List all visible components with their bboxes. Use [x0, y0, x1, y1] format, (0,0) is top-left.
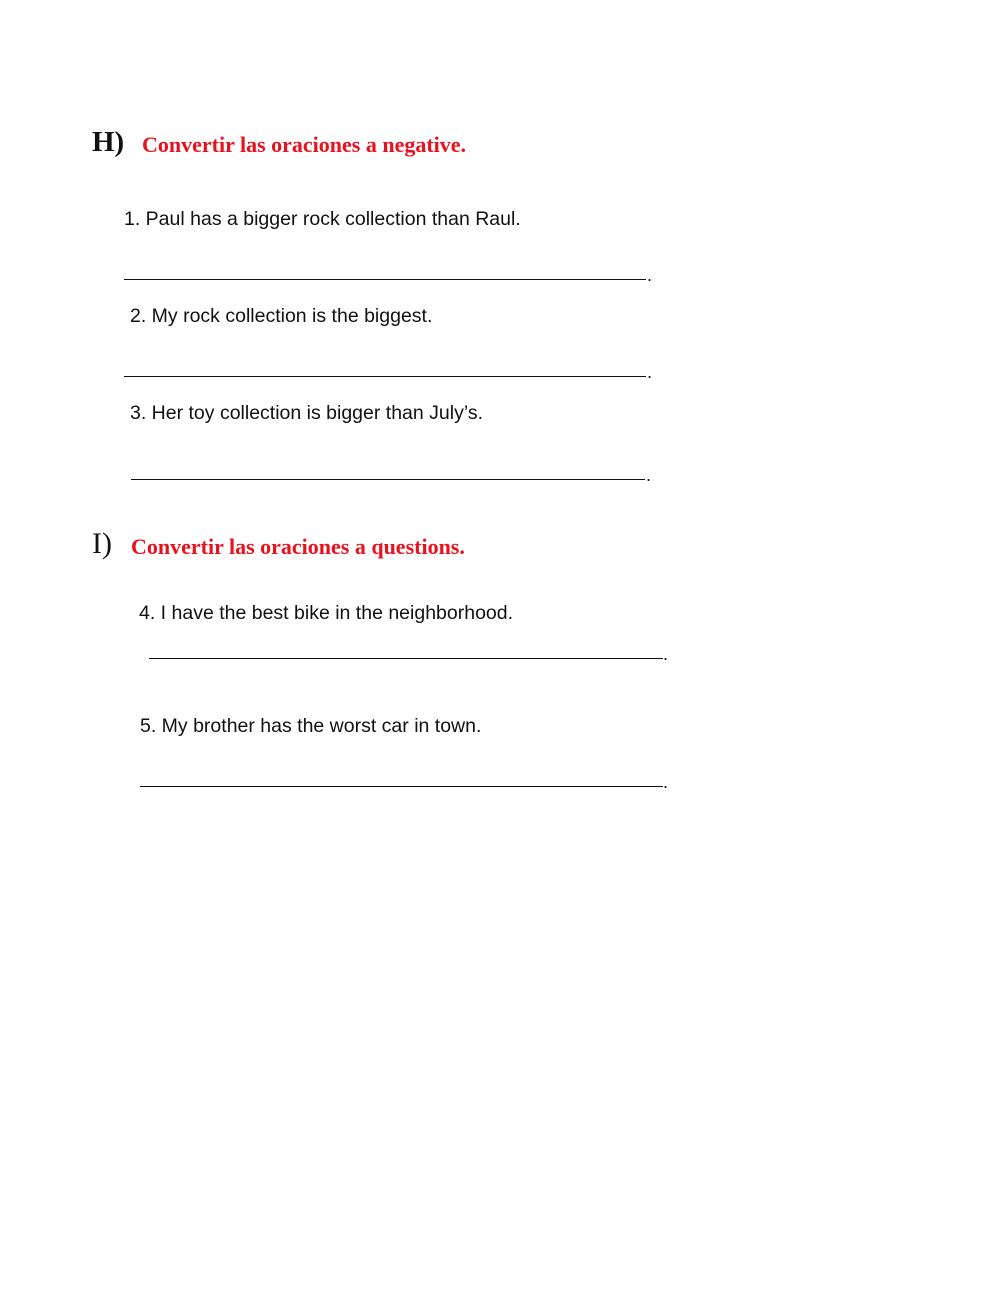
answer-2-period: .	[647, 362, 653, 382]
sentence-1: 1. Paul has a bigger rock collection than Raul.	[124, 208, 521, 230]
answer-line-2[interactable]	[124, 355, 654, 382]
answer-4-period: .	[663, 644, 669, 664]
section-i-instruction: Convertir las oraciones a questions.	[131, 534, 465, 559]
answer-line-5[interactable]	[140, 765, 671, 792]
answer-line-4[interactable]	[149, 637, 671, 664]
answer-3-period: .	[646, 465, 652, 485]
answer-1-period: .	[647, 265, 653, 285]
answer-5-period: .	[663, 772, 669, 792]
sentence-2: 2. My rock collection is the biggest.	[130, 305, 433, 327]
sentence-4: 4. I have the best bike in the neighborhood.	[139, 602, 514, 624]
answer-line-3[interactable]	[131, 458, 654, 485]
section-i-letter: I)	[92, 527, 112, 560]
answer-line-1[interactable]	[124, 258, 654, 285]
sentence-3: 3. Her toy collection is bigger than July’s.	[130, 402, 483, 424]
sentence-5: 5. My brother has the worst car in town.	[140, 715, 482, 737]
section-h-instruction: Convertir las oraciones a negative.	[142, 132, 467, 157]
section-h-letter: H)	[92, 126, 125, 158]
